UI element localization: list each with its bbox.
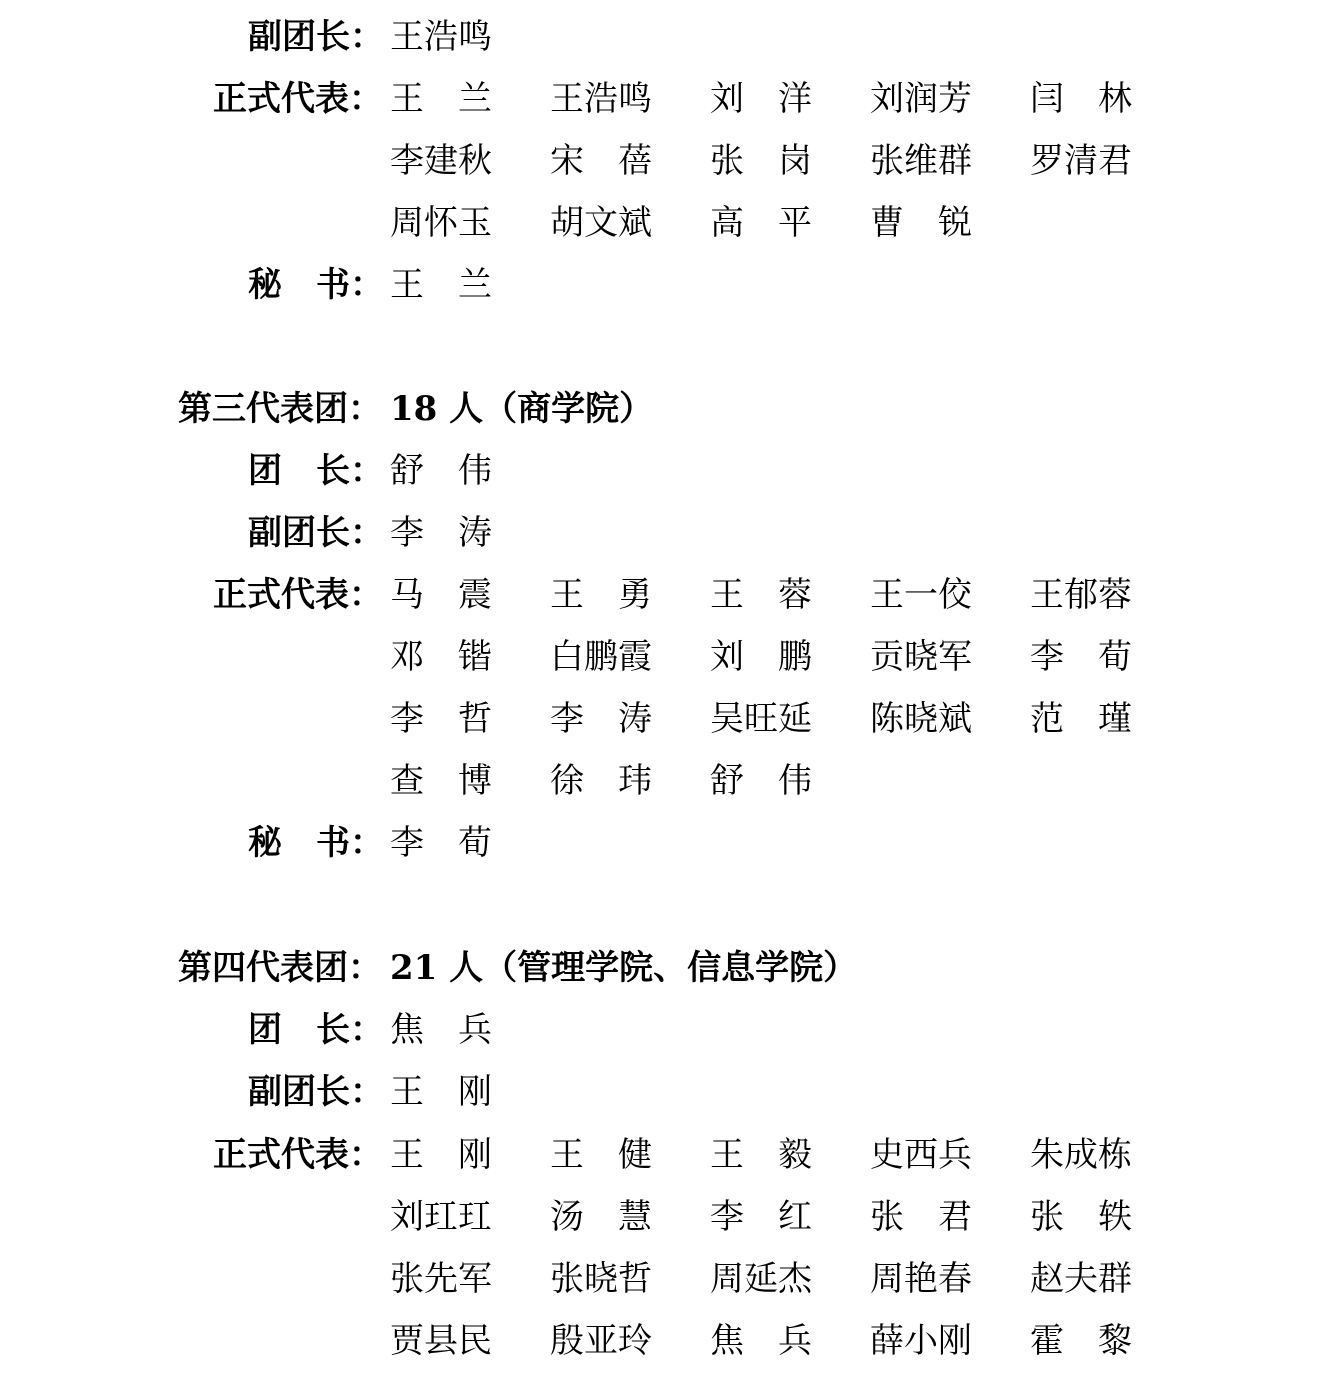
member-name: 张 岗: [710, 141, 812, 181]
member-name: 霍 黎: [1030, 1321, 1132, 1361]
member-name: 李 涛: [550, 699, 652, 739]
deputy-leader-name: 王 刚: [390, 1072, 492, 1112]
member-name: 张晓哲: [550, 1259, 652, 1299]
members-label: 正式代表：: [213, 79, 383, 119]
member-name: 王 毅: [710, 1135, 812, 1175]
member-name: 刘 鹏: [710, 637, 812, 677]
member-name: 范 瑾: [1030, 699, 1132, 739]
member-name: 薛小刚: [870, 1321, 972, 1361]
delegation-title-label: 第三代表团：: [178, 389, 382, 429]
member-name: 白鹏霞: [550, 637, 652, 677]
member-name: 王 勇: [550, 575, 652, 615]
member-name: 赵夫群: [1030, 1259, 1132, 1299]
member-name: 曹 锐: [870, 203, 972, 243]
member-name: 张先军: [390, 1259, 492, 1299]
member-name: 王 兰: [390, 79, 492, 119]
deputy-leader-label: 副团长：: [248, 1072, 384, 1112]
secretary-name: 李 荀: [390, 823, 492, 863]
secretary-name: 王 兰: [390, 265, 492, 305]
member-name: 胡文斌: [550, 203, 652, 243]
member-name: 查 博: [390, 761, 492, 801]
member-name: 高 平: [710, 203, 812, 243]
members-label: 正式代表：: [213, 575, 383, 615]
member-name: 陈晓斌: [870, 699, 972, 739]
member-name: 舒 伟: [710, 761, 812, 801]
member-name: 闫 林: [1030, 79, 1132, 119]
member-name: 宋 蓓: [550, 141, 652, 181]
leader-label: 团 长：: [248, 1010, 384, 1050]
member-name: 吴旺延: [710, 699, 812, 739]
member-name: 王 刚: [390, 1135, 492, 1175]
member-name: 史西兵: [870, 1135, 972, 1175]
member-name: 张维群: [870, 141, 972, 181]
member-name: 周延杰: [710, 1259, 812, 1299]
member-name: 焦 兵: [710, 1321, 812, 1361]
member-name: 周艳春: [870, 1259, 972, 1299]
member-name: 王浩鸣: [550, 79, 652, 119]
member-name: 王 蓉: [710, 575, 812, 615]
delegation-title-label: 第四代表团：: [178, 948, 382, 988]
member-name: 张 君: [870, 1197, 972, 1237]
member-name: 李 荀: [1030, 637, 1132, 677]
member-name: 刘玒玒: [390, 1197, 492, 1237]
member-name: 徐 玮: [550, 761, 652, 801]
member-name: 汤 慧: [550, 1197, 652, 1237]
delegation-title-value: 21 人（管理学院、信息学院）: [390, 948, 858, 988]
deputy-leader-name: 王浩鸣: [390, 17, 492, 57]
member-name: 刘润芳: [870, 79, 972, 119]
leader-name: 舒 伟: [390, 451, 492, 491]
leader-name: 焦 兵: [390, 1010, 492, 1050]
member-name: 邓 锴: [390, 637, 492, 677]
secretary-label: 秘 书：: [248, 265, 384, 305]
member-name: 周怀玉: [390, 203, 492, 243]
member-name: 贡晓军: [870, 637, 972, 677]
member-name: 王郁蓉: [1030, 575, 1132, 615]
deputy-leader-name: 李 涛: [390, 513, 492, 553]
deputy-leader-label: 副团长：: [248, 513, 384, 553]
member-name: 朱成栋: [1030, 1135, 1132, 1175]
member-name: 李 哲: [390, 699, 492, 739]
member-name: 张 轶: [1030, 1197, 1132, 1237]
members-label: 正式代表：: [213, 1135, 383, 1175]
delegation-title-value: 18 人（商学院）: [390, 389, 654, 429]
member-name: 李建秋: [390, 141, 492, 181]
member-name: 王一佼: [870, 575, 972, 615]
deputy-leader-label: 副团长：: [248, 17, 384, 57]
member-name: 罗清君: [1030, 141, 1132, 181]
member-name: 李 红: [710, 1197, 812, 1237]
member-name: 马 震: [390, 575, 492, 615]
secretary-label: 秘 书：: [248, 823, 384, 863]
member-name: 贾县民: [390, 1321, 492, 1361]
member-name: 刘 洋: [710, 79, 812, 119]
member-name: 殷亚玲: [550, 1321, 652, 1361]
member-name: 王 健: [550, 1135, 652, 1175]
leader-label: 团 长：: [248, 451, 384, 491]
